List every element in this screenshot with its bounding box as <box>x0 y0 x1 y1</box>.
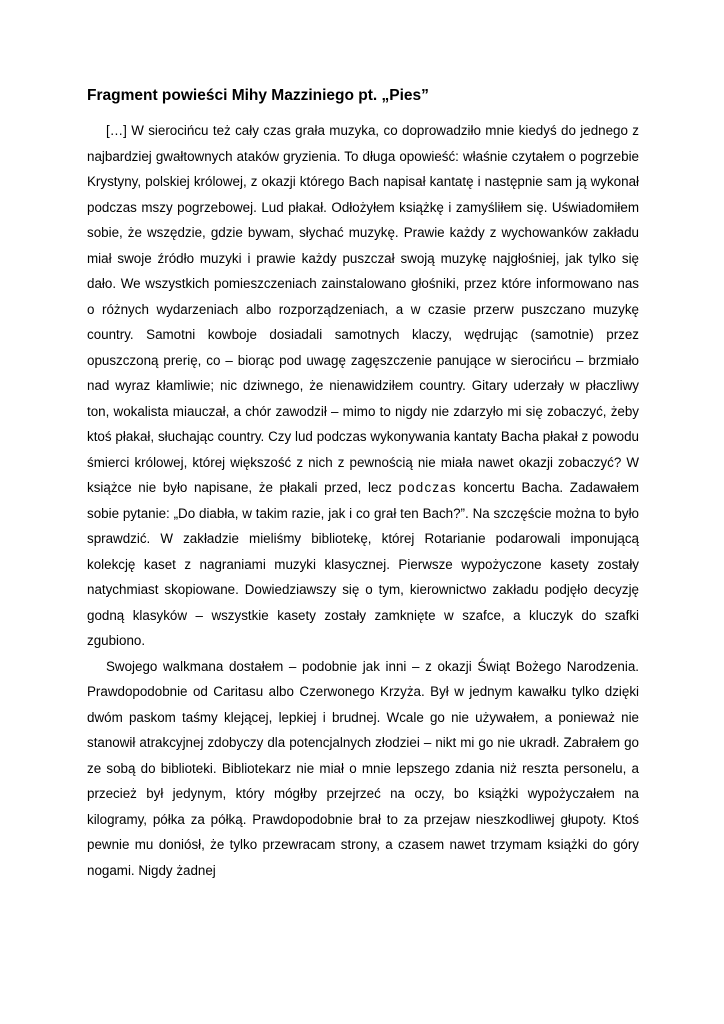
document-body <box>87 118 639 883</box>
paragraph-1 <box>87 118 639 654</box>
emphasized-word: podczas <box>398 480 457 495</box>
paragraph-1-text-start: […] W sierocińcu też cały czas grała muzyka, co doprowadziło mnie kiedyś do jednego z najbardziej gwałtownych ataków gryzienia. To długa opowieść: właśnie czytałem o pogrzebie Krystyny, polskiej królowej, z okazji którego Bach napisał kantatę i następnie sam ją wykonał podczas mszy pogrzebowej. Lud płakał. Odłożyłem książkę i zamyśliłem się. Uświadomiłem sobie, że wszędzie, gdzie bywam, słychać muzykę. Prawie każdy z wychowanków zakładu miał swoje źródło muzyki i prawie każdy puszczał swoją muzykę najgłośniej, jak tylko się dało. We wszystkich pomieszczeniach zainstalowano głośniki, przez które informowano nas o różnych wydarzeniach albo rozporządzeniach, a w czasie przerw puszczano muzykę country. Samotni kowboje dosiadali samotnych klaczy, wędrując (samotnie) przez opuszczoną prerię, co – biorąc pod uwagę zagęszczenie panujące w sierocińcu – brzmiało nad wyraz kłamliwie; nic dziwnego, że nienawidziłem country. Gitary uderzały w płaczliwy ton, wokalista miauczał, a chór zawodził – mimo to nigdy nie zdarzyło mi się zobaczyć, żeby ktoś płakał, słuchając country. Czy lud podczas wykonywania kantaty Bacha płakał z powodu śmierci królowej, której większość z nich z pewnością nie miała nawet okazji zobaczyć? W książce nie było napisane, że płakali przed, lecz <box>87 123 639 495</box>
document-title: Fragment powieści Mihy Mazziniego pt. „Pies” <box>87 87 429 104</box>
paragraph-2: Swojego walkmana dostałem – podobnie jak inni – z okazji Świąt Bożego Narodzenia. Prawdopodobnie od Caritasu albo Czerwonego Krzyża. Był w jednym kawałku tylko dzięki dwóm paskom taśmy klejącej, lepkiej i brudnej. Wcale go nie używałem, a ponieważ nie stanowił atrakcyjnej zdobyczy dla potencjalnych złodziei – nikt mi go nie ukradł. Zabrałem go ze sobą do biblioteki. Bibliotekarz nie miał o mnie lepszego zdania niż reszta personelu, a przecież był jedynym, który mógłby przejrzeć na oczy, bo książki wypożyczałem na kilogramy, półka za półką. Prawdopodobnie brał to za przejaw nieszkodliwej głupoty. Ktoś pewnie mu doniósł, że tylko przewracam strony, a czasem nawet trzymam książki do góry nogami. Nigdy żadnej <box>87 658 639 878</box>
paragraph-1-text-end: koncertu Bacha. Zadawałem sobie pytanie: „Do diabła, w takim razie, jak i co grał ten Bach?”. Na szczęście można to było sprawdzić. W zakładzie mieliśmy bibliotekę, której Rotarianie podarowali imponującą kolekcję kaset z nagraniami muzyki klasycznej. Pierwsze wypożyczone kasety zostały natychmiast skopiowane. Dowiedziawszy się o tym, kierownictwo zakładu podjęło decyzję godną klasyków – wszystkie kasety zostały zamknięte w szafce, a kluczyk do szafki zgubiono. <box>87 480 639 648</box>
